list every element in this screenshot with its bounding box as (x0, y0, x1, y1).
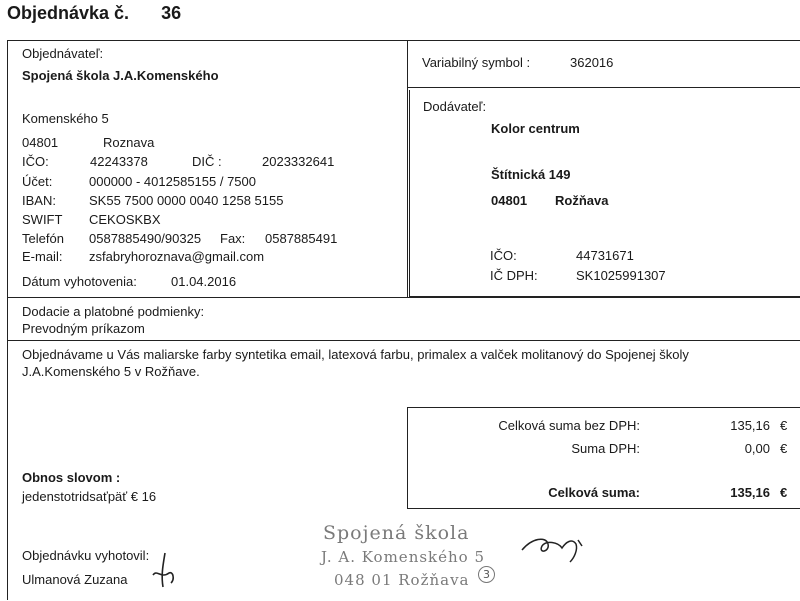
buyer-account-label: Účet: (22, 174, 53, 189)
vat-currency: € (780, 441, 788, 456)
buyer-street: Komenského 5 (22, 111, 109, 126)
buyer-iban: SK55 7500 0000 0040 1258 5155 (89, 193, 284, 208)
variable-symbol-value: 362016 (570, 55, 614, 70)
supplier-label: Dodávateľ: (423, 99, 487, 114)
buyer-account: 000000 - 4012585155 / 7500 (89, 174, 256, 189)
supplier-zip: 04801 (491, 193, 528, 208)
buyer-dic-label: DIČ : (192, 154, 222, 169)
buyer-zip: 04801 (22, 135, 59, 150)
stamp-signature (518, 528, 598, 564)
buyer-swift-label: SWIFT (22, 212, 63, 227)
terms-value: Prevodným príkazom (22, 321, 145, 336)
buyer-dic: 2023332641 (262, 154, 335, 169)
buyer-iban-label: IBAN: (22, 193, 56, 208)
terms-bottom-line (7, 340, 800, 341)
date-value: 01.04.2016 (171, 274, 237, 289)
net-total-value: 135,16 (730, 418, 770, 433)
grand-total-value: 135,16 (730, 485, 770, 500)
variable-symbol-bottom-line (407, 87, 800, 88)
frame-left-line (7, 40, 8, 600)
order-text-line2: J.A.Komenského 5 v Rožňave. (22, 364, 200, 379)
frame-top-line (7, 40, 800, 41)
amount-words-value: jedenstotridsaťpäť € 16 (22, 489, 157, 504)
title-prefix: Objednávka č. (7, 3, 130, 23)
terms-label: Dodacie a platobné podmienky: (22, 304, 205, 319)
supplier-icdph-label: IČ DPH: (490, 268, 538, 283)
supplier-city: Rožňava (555, 193, 609, 208)
amount-words-label: Obnos slovom : (22, 470, 121, 485)
supplier-street: Štítnická 149 (491, 167, 571, 182)
variable-symbol-label: Variabilný symbol : (422, 55, 531, 70)
issuer-signature (145, 545, 181, 595)
supplier-name: Kolor centrum (491, 121, 580, 136)
buyer-phone-label: Telefón (22, 231, 64, 246)
buyer-ico: 42243378 (90, 154, 148, 169)
buyer-ico-label: IČO: (22, 154, 49, 169)
order-text-line1: Objednávame u Vás maliarske farby syntetika email, latexová farbu, primalex a valček molitanový do Spojenej školy (22, 347, 689, 362)
document-title (7, 3, 181, 24)
buyer-fax-label: Fax: (220, 231, 246, 246)
buyer-city: Roznava (103, 135, 155, 150)
buyer-swift: CEKOSKBX (89, 212, 161, 227)
buyer-fax: 0587885491 (265, 231, 338, 246)
buyer-label: Objednávateľ: (22, 46, 104, 61)
issuer-name: Ulmanová Zuzana (22, 572, 128, 587)
buyer-email-label: E-mail: (22, 249, 63, 264)
supplier-ico-label: IČO: (490, 248, 517, 263)
issuer-label: Objednávku vyhotovil: (22, 548, 150, 563)
stamp-line3: 048 01 Rožňava (334, 571, 470, 589)
net-total-currency: € (780, 418, 788, 433)
order-number: 36 (161, 3, 182, 23)
buyer-name: Spojená škola J.A.Komenského (22, 68, 219, 83)
header-bottom-line (7, 297, 800, 298)
supplier-ico: 44731671 (576, 248, 634, 263)
supplier-icdph: SK1025991307 (576, 268, 666, 283)
date-label: Dátum vyhotovenia: (22, 274, 137, 289)
vat-value: 0,00 (744, 441, 770, 456)
stamp-number: 3 (478, 566, 495, 583)
buyer-email: zsfabryhoroznava@gmail.com (89, 249, 265, 264)
frame-middle-line (407, 40, 408, 297)
net-total-label: Celková suma bez DPH: (498, 418, 640, 433)
grand-total-currency: € (780, 485, 788, 500)
buyer-phone: 0587885490/90325 (89, 231, 202, 246)
grand-total-label: Celková suma: (548, 485, 640, 500)
stamp-line2: J. A. Komenského 5 (321, 548, 486, 566)
vat-label: Suma DPH: (571, 441, 640, 456)
stamp-line1: Spojená škola (323, 522, 470, 544)
